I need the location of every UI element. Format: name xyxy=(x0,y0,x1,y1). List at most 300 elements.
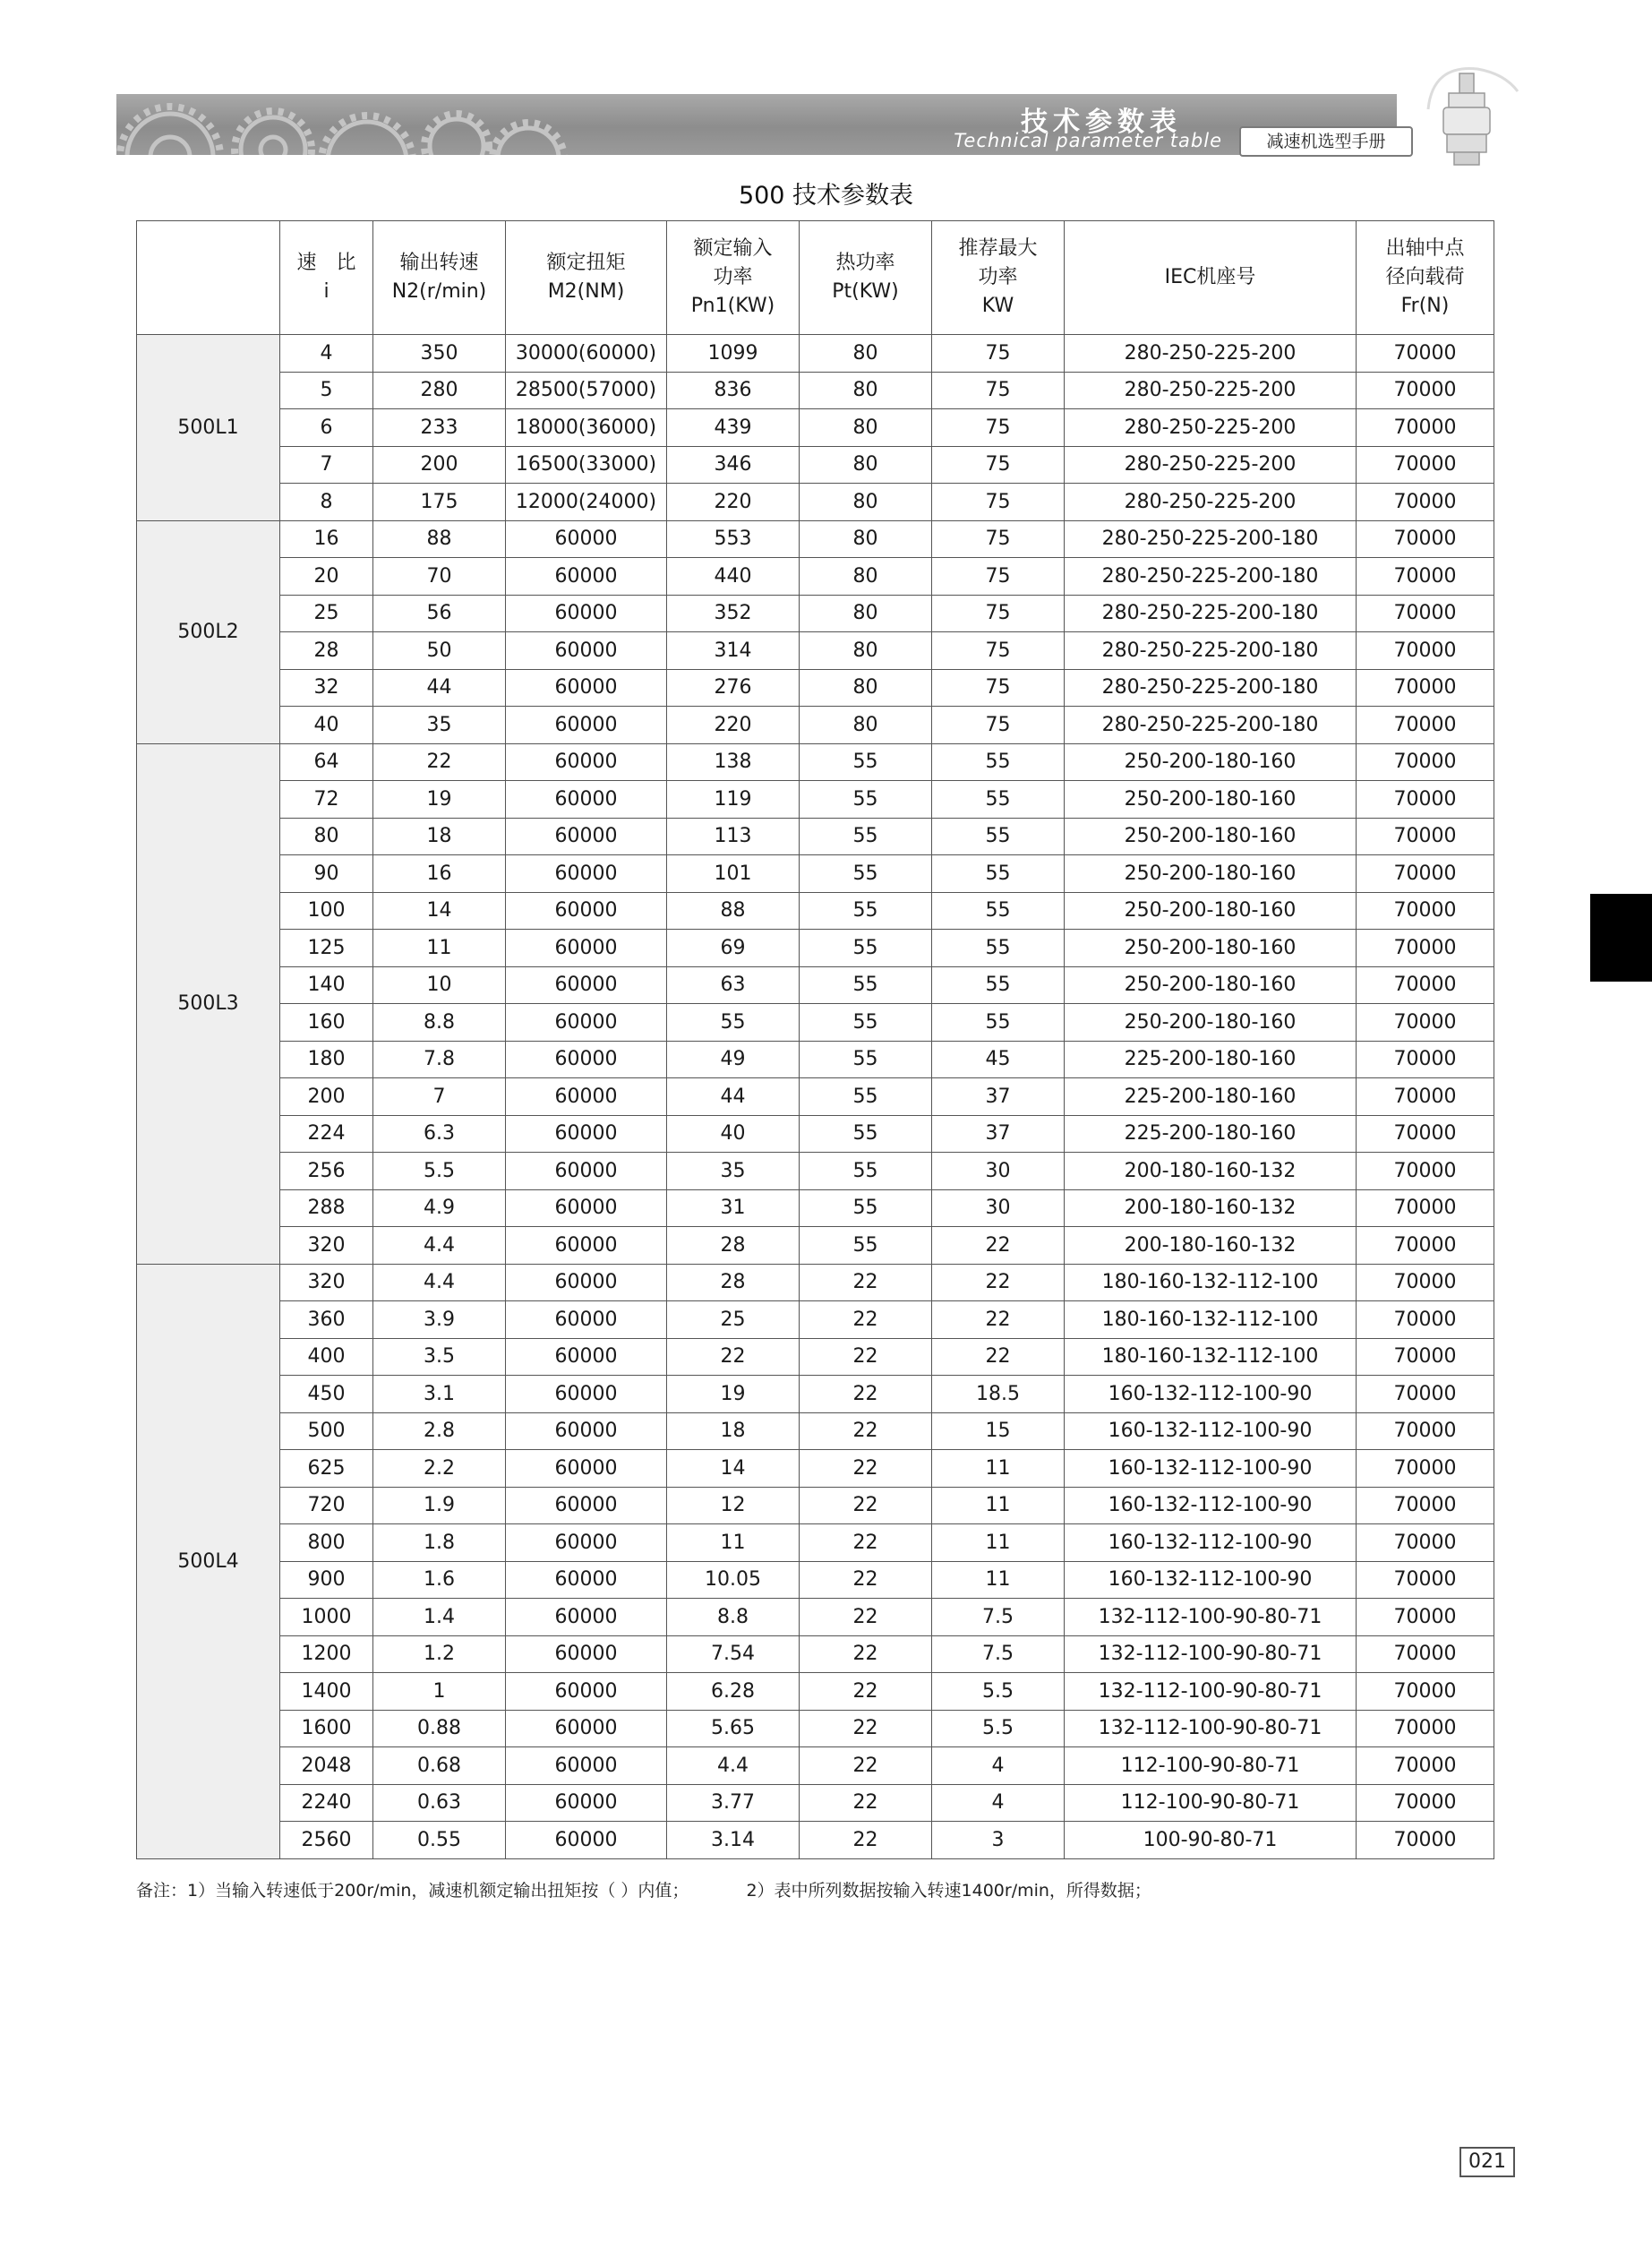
table-cell: 16 xyxy=(373,855,506,893)
header-title-en: Technical parameter table xyxy=(954,130,1222,151)
table-cell: 60000 xyxy=(506,1338,667,1376)
table-cell: 280-250-225-200-180 xyxy=(1065,558,1357,596)
table-cell: 280-250-225-200 xyxy=(1065,409,1357,447)
table-cell: 70000 xyxy=(1357,1822,1494,1859)
table-cell: 55 xyxy=(800,1004,932,1042)
table-cell: 70000 xyxy=(1357,595,1494,632)
table-cell: 233 xyxy=(373,409,506,447)
table-cell: 80 xyxy=(800,372,932,409)
side-tab-marker xyxy=(1590,894,1652,982)
table-cell: 55 xyxy=(932,966,1065,1004)
table-row xyxy=(137,1710,1494,1747)
table-row xyxy=(137,484,1494,521)
table-cell: 22 xyxy=(800,1561,932,1599)
table-cell: 80 xyxy=(800,484,932,521)
table-cell: 280-250-225-200 xyxy=(1065,446,1357,484)
table-cell: 350 xyxy=(373,335,506,373)
table-cell: 280-250-225-200 xyxy=(1065,484,1357,521)
table-cell: 60000 xyxy=(506,1822,667,1859)
table-cell: 70000 xyxy=(1357,632,1494,670)
table-cell: 22 xyxy=(800,1784,932,1822)
table-cell: 320 xyxy=(280,1264,373,1301)
page-title: 500 技术参数表 xyxy=(738,182,914,210)
table-cell: 276 xyxy=(667,669,800,707)
column-header xyxy=(137,221,280,335)
table-cell: 55 xyxy=(800,1078,932,1116)
table-cell: 55 xyxy=(800,743,932,781)
table-cell: 55 xyxy=(800,1153,932,1190)
table-cell: 1000 xyxy=(280,1599,373,1636)
table-cell: 7.5 xyxy=(932,1635,1065,1673)
table-row xyxy=(137,1189,1494,1227)
table-cell: 1400 xyxy=(280,1673,373,1711)
table-cell: 60000 xyxy=(506,1041,667,1078)
table-cell: 22 xyxy=(800,1747,932,1785)
table-cell: 900 xyxy=(280,1561,373,1599)
table-cell: 7.54 xyxy=(667,1635,800,1673)
table-cell: 14 xyxy=(667,1450,800,1488)
table-row xyxy=(137,409,1494,447)
table-row xyxy=(137,1784,1494,1822)
table-cell: 60000 xyxy=(506,1227,667,1265)
table-cell: 75 xyxy=(932,446,1065,484)
table-cell: 70000 xyxy=(1357,1041,1494,1078)
table-cell: 70000 xyxy=(1357,1784,1494,1822)
table-cell: 55 xyxy=(932,1004,1065,1042)
table-cell: 70000 xyxy=(1357,892,1494,930)
table-cell: 75 xyxy=(932,632,1065,670)
table-cell: 70000 xyxy=(1357,1599,1494,1636)
table-cell: 160-132-112-100-90 xyxy=(1065,1524,1357,1562)
table-cell: 280-250-225-200 xyxy=(1065,372,1357,409)
table-cell: 4 xyxy=(932,1747,1065,1785)
table-cell: 250-200-180-160 xyxy=(1065,966,1357,1004)
table-cell: 7.8 xyxy=(373,1041,506,1078)
table-cell: 288 xyxy=(280,1189,373,1227)
table-cell: 250-200-180-160 xyxy=(1065,781,1357,819)
table-cell: 22 xyxy=(800,1524,932,1562)
table-cell: 0.88 xyxy=(373,1710,506,1747)
table-cell: 56 xyxy=(373,595,506,632)
table-cell: 70000 xyxy=(1357,669,1494,707)
table-cell: 160 xyxy=(280,1004,373,1042)
table-cell: 14 xyxy=(373,892,506,930)
table-cell: 1 xyxy=(373,1673,506,1711)
table-row xyxy=(137,743,1494,781)
table-cell: 225-200-180-160 xyxy=(1065,1078,1357,1116)
table-cell: 3.9 xyxy=(373,1301,506,1339)
table-cell: 60000 xyxy=(506,1784,667,1822)
column-header: 推荐最大 功率 KW xyxy=(932,221,1065,335)
table-cell: 2560 xyxy=(280,1822,373,1859)
table-cell: 625 xyxy=(280,1450,373,1488)
table-cell: 836 xyxy=(667,372,800,409)
notes xyxy=(136,1877,1151,1901)
table-cell: 72 xyxy=(280,781,373,819)
table-cell: 280-250-225-200-180 xyxy=(1065,520,1357,558)
table-cell: 55 xyxy=(932,930,1065,967)
table-row xyxy=(137,1561,1494,1599)
table-cell: 70000 xyxy=(1357,1301,1494,1339)
table-cell: 55 xyxy=(800,818,932,855)
table-cell: 11 xyxy=(667,1524,800,1562)
table-cell: 8 xyxy=(280,484,373,521)
table-cell: 280-250-225-200-180 xyxy=(1065,595,1357,632)
table-cell: 22 xyxy=(800,1450,932,1488)
table-cell: 439 xyxy=(667,409,800,447)
table-cell: 60000 xyxy=(506,558,667,596)
table-cell: 64 xyxy=(280,743,373,781)
table-cell: 60000 xyxy=(506,930,667,967)
table-cell: 60000 xyxy=(506,781,667,819)
table-cell: 80 xyxy=(800,446,932,484)
table-cell: 60000 xyxy=(506,855,667,893)
table-cell: 180-160-132-112-100 xyxy=(1065,1301,1357,1339)
table-cell: 60000 xyxy=(506,632,667,670)
table-cell: 22 xyxy=(800,1264,932,1301)
table-cell: 60000 xyxy=(506,1301,667,1339)
table-cell: 250-200-180-160 xyxy=(1065,1004,1357,1042)
table-cell: 20 xyxy=(280,558,373,596)
table-cell: 70000 xyxy=(1357,966,1494,1004)
table-cell: 30000(60000) xyxy=(506,335,667,373)
table-row xyxy=(137,335,1494,373)
table-cell: 220 xyxy=(667,484,800,521)
table-cell: 119 xyxy=(667,781,800,819)
table-row xyxy=(137,1301,1494,1339)
table-cell: 2048 xyxy=(280,1747,373,1785)
table-cell: 31 xyxy=(667,1189,800,1227)
table-cell: 4.4 xyxy=(373,1264,506,1301)
table-cell: 10 xyxy=(373,966,506,1004)
table-cell: 75 xyxy=(932,484,1065,521)
table-cell: 60000 xyxy=(506,707,667,744)
table-body xyxy=(137,335,1494,1859)
table-row xyxy=(137,1450,1494,1488)
table-cell: 80 xyxy=(800,669,932,707)
table-cell: 70000 xyxy=(1357,1004,1494,1042)
table-cell: 8.8 xyxy=(667,1599,800,1636)
page-number: 021 xyxy=(1459,2147,1515,2177)
table-cell: 140 xyxy=(280,966,373,1004)
table-cell: 70000 xyxy=(1357,520,1494,558)
table-cell: 1200 xyxy=(280,1635,373,1673)
table-cell: 80 xyxy=(800,520,932,558)
table-row xyxy=(137,1673,1494,1711)
table-cell: 22 xyxy=(932,1227,1065,1265)
table-cell: 70000 xyxy=(1357,1710,1494,1747)
table-cell: 11 xyxy=(932,1450,1065,1488)
table-cell: 2.8 xyxy=(373,1412,506,1450)
table-cell: 18000(36000) xyxy=(506,409,667,447)
header-band xyxy=(116,94,1397,155)
table-cell: 22 xyxy=(800,1710,932,1747)
table-cell: 2240 xyxy=(280,1784,373,1822)
table-cell: 70000 xyxy=(1357,1524,1494,1562)
table-cell: 55 xyxy=(800,781,932,819)
table-cell: 70000 xyxy=(1357,855,1494,893)
table-cell: 70000 xyxy=(1357,818,1494,855)
gears-decoration-icon xyxy=(116,94,582,155)
table-cell: 3.5 xyxy=(373,1338,506,1376)
table-cell: 55 xyxy=(800,1115,932,1153)
table-cell: 60000 xyxy=(506,1412,667,1450)
table-cell: 70000 xyxy=(1357,1153,1494,1190)
column-header: 热功率 Pt(KW) xyxy=(800,221,932,335)
table-cell: 1.9 xyxy=(373,1487,506,1524)
table-cell: 80 xyxy=(800,632,932,670)
table-cell: 28 xyxy=(280,632,373,670)
table-cell: 1600 xyxy=(280,1710,373,1747)
table-cell: 70 xyxy=(373,558,506,596)
table-cell: 400 xyxy=(280,1338,373,1376)
table-cell: 16 xyxy=(280,520,373,558)
table-cell: 450 xyxy=(280,1376,373,1413)
table-cell: 70000 xyxy=(1357,372,1494,409)
table-cell: 22 xyxy=(800,1487,932,1524)
table-cell: 19 xyxy=(373,781,506,819)
table-cell: 55 xyxy=(800,855,932,893)
table-cell: 1.2 xyxy=(373,1635,506,1673)
table-row xyxy=(137,1635,1494,1673)
table-cell: 11 xyxy=(932,1561,1065,1599)
table-cell: 200-180-160-132 xyxy=(1065,1189,1357,1227)
table-cell: 44 xyxy=(373,669,506,707)
table-cell: 63 xyxy=(667,966,800,1004)
table-cell: 60000 xyxy=(506,1115,667,1153)
table-row xyxy=(137,595,1494,632)
table-cell: 40 xyxy=(667,1115,800,1153)
table-cell: 352 xyxy=(667,595,800,632)
header-tag: 减速机选型手册 xyxy=(1239,126,1413,157)
column-header: 速 比 i xyxy=(280,221,373,335)
table-cell: 7 xyxy=(373,1078,506,1116)
table-cell: 22 xyxy=(800,1822,932,1859)
table-cell: 4.4 xyxy=(667,1747,800,1785)
table-cell: 60000 xyxy=(506,1376,667,1413)
table-row xyxy=(137,1264,1494,1301)
table-cell: 22 xyxy=(932,1338,1065,1376)
table-cell: 28 xyxy=(667,1227,800,1265)
table-cell: 16500(33000) xyxy=(506,446,667,484)
table-cell: 180-160-132-112-100 xyxy=(1065,1264,1357,1301)
table-cell: 60000 xyxy=(506,1561,667,1599)
table-cell: 70000 xyxy=(1357,1635,1494,1673)
table-cell: 25 xyxy=(667,1301,800,1339)
table-cell: 60000 xyxy=(506,1524,667,1562)
table-cell: 11 xyxy=(932,1524,1065,1562)
table-cell: 55 xyxy=(932,855,1065,893)
table-cell: 55 xyxy=(932,818,1065,855)
table-cell: 60000 xyxy=(506,595,667,632)
table-cell: 75 xyxy=(932,409,1065,447)
table-cell: 11 xyxy=(932,1487,1065,1524)
table-cell: 10.05 xyxy=(667,1561,800,1599)
table-cell: 22 xyxy=(800,1599,932,1636)
table-cell: 132-112-100-90-80-71 xyxy=(1065,1710,1357,1747)
table-row xyxy=(137,558,1494,596)
table-cell: 440 xyxy=(667,558,800,596)
table-cell: 80 xyxy=(800,558,932,596)
table-cell: 60000 xyxy=(506,1004,667,1042)
table-cell: 250-200-180-160 xyxy=(1065,855,1357,893)
table-cell: 132-112-100-90-80-71 xyxy=(1065,1673,1357,1711)
table-row xyxy=(137,1041,1494,1078)
table-cell: 250-200-180-160 xyxy=(1065,930,1357,967)
table-cell: 35 xyxy=(667,1153,800,1190)
table-cell: 70000 xyxy=(1357,335,1494,373)
column-header: IEC机座号 xyxy=(1065,221,1357,335)
table-cell: 18 xyxy=(373,818,506,855)
table-cell: 90 xyxy=(280,855,373,893)
table-cell: 160-132-112-100-90 xyxy=(1065,1561,1357,1599)
table-cell: 60000 xyxy=(506,743,667,781)
table-cell: 138 xyxy=(667,743,800,781)
table-cell: 55 xyxy=(800,966,932,1004)
table-cell: 55 xyxy=(800,1227,932,1265)
table-cell: 200 xyxy=(373,446,506,484)
table-cell: 70000 xyxy=(1357,1747,1494,1785)
table-cell: 175 xyxy=(373,484,506,521)
table-cell: 280-250-225-200-180 xyxy=(1065,632,1357,670)
table-cell: 60000 xyxy=(506,1450,667,1488)
model-cell: 500L4 xyxy=(137,1264,280,1858)
table-cell: 160-132-112-100-90 xyxy=(1065,1487,1357,1524)
table-row xyxy=(137,707,1494,744)
table-row xyxy=(137,520,1494,558)
table-cell: 0.63 xyxy=(373,1784,506,1822)
table-cell: 80 xyxy=(800,595,932,632)
column-header: 出轴中点 径向载荷 Fr(N) xyxy=(1357,221,1494,335)
table-cell: 553 xyxy=(667,520,800,558)
model-cell: 500L3 xyxy=(137,743,280,1264)
table-cell: 4 xyxy=(932,1784,1065,1822)
table-cell: 70000 xyxy=(1357,1264,1494,1301)
table-cell: 88 xyxy=(373,520,506,558)
table-cell: 70000 xyxy=(1357,1561,1494,1599)
table-row xyxy=(137,1487,1494,1524)
table-cell: 250-200-180-160 xyxy=(1065,743,1357,781)
table-row xyxy=(137,1227,1494,1265)
table-row xyxy=(137,1822,1494,1859)
table-cell: 30 xyxy=(932,1153,1065,1190)
table-cell: 6.28 xyxy=(667,1673,800,1711)
table-cell: 70000 xyxy=(1357,1450,1494,1488)
table-cell: 70000 xyxy=(1357,1078,1494,1116)
table-cell: 100-90-80-71 xyxy=(1065,1822,1357,1859)
table-row xyxy=(137,1115,1494,1153)
table-cell: 75 xyxy=(932,372,1065,409)
table-cell: 22 xyxy=(373,743,506,781)
table-cell: 113 xyxy=(667,818,800,855)
table-cell: 3.14 xyxy=(667,1822,800,1859)
table-cell: 3.1 xyxy=(373,1376,506,1413)
table-row xyxy=(137,1004,1494,1042)
table-cell: 60000 xyxy=(506,1599,667,1636)
table-cell: 314 xyxy=(667,632,800,670)
table-cell: 60000 xyxy=(506,1153,667,1190)
table-cell: 70000 xyxy=(1357,930,1494,967)
table-cell: 55 xyxy=(800,1189,932,1227)
table-cell: 70000 xyxy=(1357,1227,1494,1265)
table-cell: 70000 xyxy=(1357,1487,1494,1524)
table-cell: 256 xyxy=(280,1153,373,1190)
table-cell: 15 xyxy=(932,1412,1065,1450)
table-cell: 22 xyxy=(800,1338,932,1376)
table-cell: 100 xyxy=(280,892,373,930)
table-header xyxy=(137,221,1494,335)
table-cell: 22 xyxy=(932,1264,1065,1301)
table-cell: 70000 xyxy=(1357,707,1494,744)
table-row xyxy=(137,855,1494,893)
table-row xyxy=(137,818,1494,855)
table-cell: 75 xyxy=(932,669,1065,707)
table-row xyxy=(137,930,1494,967)
table-cell: 60000 xyxy=(506,1078,667,1116)
table-cell: 5.65 xyxy=(667,1710,800,1747)
table-row xyxy=(137,1376,1494,1413)
table-cell: 60000 xyxy=(506,520,667,558)
table-cell: 80 xyxy=(800,409,932,447)
table-cell: 60000 xyxy=(506,818,667,855)
table-cell: 1.4 xyxy=(373,1599,506,1636)
table-cell: 4.4 xyxy=(373,1227,506,1265)
table-cell: 32 xyxy=(280,669,373,707)
table-cell: 320 xyxy=(280,1227,373,1265)
table-row xyxy=(137,632,1494,670)
table-cell: 70000 xyxy=(1357,1376,1494,1413)
table-cell: 22 xyxy=(800,1412,932,1450)
note-2: 2）表中所列数据按输入转速1400r/min，所得数据； xyxy=(746,1881,1151,1901)
table-cell: 200-180-160-132 xyxy=(1065,1153,1357,1190)
table-cell: 55 xyxy=(932,892,1065,930)
table-cell: 125 xyxy=(280,930,373,967)
table-cell: 69 xyxy=(667,930,800,967)
table-row xyxy=(137,669,1494,707)
table-cell: 37 xyxy=(932,1115,1065,1153)
table-cell: 6 xyxy=(280,409,373,447)
table-cell: 55 xyxy=(932,743,1065,781)
model-cell: 500L2 xyxy=(137,520,280,743)
table-cell: 25 xyxy=(280,595,373,632)
table-cell: 5.5 xyxy=(932,1710,1065,1747)
table-cell: 88 xyxy=(667,892,800,930)
table-cell: 70000 xyxy=(1357,1189,1494,1227)
table-cell: 60000 xyxy=(506,1487,667,1524)
table-cell: 18 xyxy=(667,1412,800,1450)
table-row xyxy=(137,1153,1494,1190)
table-row xyxy=(137,372,1494,409)
column-header: 输出转速 N2(r/min) xyxy=(373,221,506,335)
table-cell: 101 xyxy=(667,855,800,893)
table-cell: 80 xyxy=(800,335,932,373)
table-row xyxy=(137,1412,1494,1450)
table-cell: 800 xyxy=(280,1524,373,1562)
table-cell: 44 xyxy=(667,1078,800,1116)
table-cell: 280-250-225-200-180 xyxy=(1065,669,1357,707)
table-cell: 12000(24000) xyxy=(506,484,667,521)
column-header: 额定输入 功率 Pn1(KW) xyxy=(667,221,800,335)
table-cell: 70000 xyxy=(1357,484,1494,521)
table-row xyxy=(137,1747,1494,1785)
table-cell: 75 xyxy=(932,520,1065,558)
table-cell: 70000 xyxy=(1357,781,1494,819)
table-cell: 60000 xyxy=(506,892,667,930)
table-cell: 22 xyxy=(932,1301,1065,1339)
table-cell: 70000 xyxy=(1357,743,1494,781)
table-cell: 75 xyxy=(932,558,1065,596)
table-cell: 280 xyxy=(373,372,506,409)
